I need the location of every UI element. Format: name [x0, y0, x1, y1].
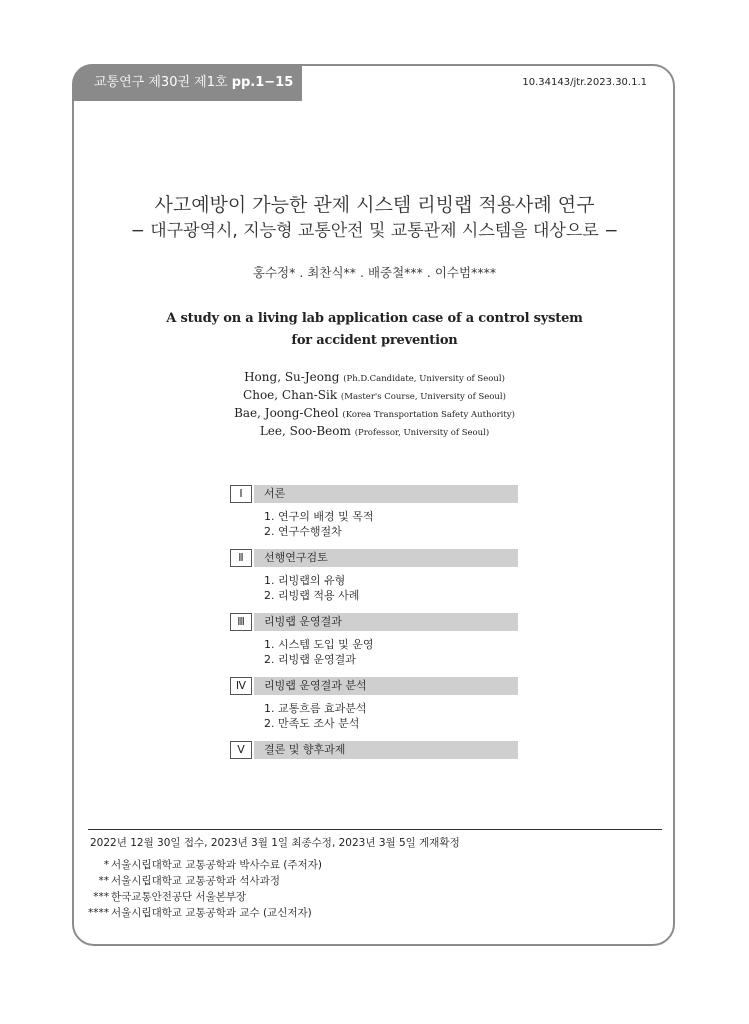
- toc-section-title: 선행연구검토: [264, 551, 328, 564]
- toc-subsection: 2. 만족도 조사 분석: [264, 717, 360, 730]
- toc-subsections: [264, 509, 518, 539]
- toc-subsection: 2. 리빙랩 운영결과: [264, 653, 356, 666]
- footnote-mark: ****: [88, 907, 109, 919]
- title-korean: 사고예방이 가능한 관제 시스템 리빙랩 적용사례 연구: [154, 194, 595, 216]
- toc-section: [230, 549, 518, 567]
- author-affiliation: (Master's Course, University of Seoul): [340, 392, 506, 402]
- title-english-line2: for accident prevention: [291, 333, 458, 348]
- toc-section-bar: [254, 485, 518, 503]
- page-range: pp.1−15: [231, 75, 294, 90]
- submission-dates: 2022년 12월 30일 접수, 2023년 3월 1일 최종수정, 2023년 3월 5일 게재확정: [90, 837, 460, 849]
- toc-subsections: [264, 637, 518, 667]
- toc-subsection: 2. 리빙랩 적용 사례: [264, 589, 360, 602]
- author-footnotes: [88, 857, 322, 921]
- footnote-mark: **: [98, 875, 109, 887]
- footnote-mark: ***: [93, 891, 109, 903]
- footnote: [88, 873, 322, 889]
- footnote-text: 서울시립대학교 교통공학과 교수 (교신저자): [111, 907, 312, 919]
- toc-subsection: 2. 연구수행절차: [264, 525, 342, 538]
- authors-korean: 홍수정* . 최찬식** . 배중철*** . 이수범****: [252, 265, 497, 280]
- journal-header: [72, 64, 302, 101]
- author-line: [0, 404, 749, 422]
- toc-section: [230, 485, 518, 503]
- toc-section-number: Ⅳ: [230, 677, 252, 695]
- author-name: Hong, Su-Jeong: [244, 370, 340, 384]
- toc-section-title: 리빙랩 운영결과: [264, 615, 342, 628]
- toc-subsection: 1. 연구의 배경 및 목적: [264, 510, 374, 523]
- footnote-text: 서울시립대학교 교통공학과 박사수료 (주저자): [111, 859, 322, 871]
- toc-section-number: Ⅲ: [230, 613, 252, 631]
- footnote-divider: [88, 829, 662, 830]
- author-line: [0, 386, 749, 404]
- toc-section-number: Ⅱ: [230, 549, 252, 567]
- author-name: Choe, Chan-Sik: [243, 388, 338, 402]
- doi: 10.34143/jtr.2023.30.1.1: [522, 77, 647, 88]
- author-name: Lee, Soo-Beom: [259, 424, 351, 438]
- footnote-text: 한국교통안전공단 서울본부장: [111, 891, 247, 903]
- toc-subsection: 1. 리빙랩의 유형: [264, 574, 346, 587]
- toc-section-title: 리빙랩 운영결과 분석: [264, 679, 367, 692]
- footnote: [88, 889, 322, 905]
- subtitle-korean: − 대구광역시, 지능형 교통안전 및 교통관제 시스템을 대상으로 −: [130, 221, 619, 241]
- author-affiliation: (Professor, University of Seoul): [354, 428, 490, 438]
- toc-section: [230, 741, 518, 759]
- toc-subsections: [264, 573, 518, 603]
- authors-english: [0, 368, 749, 440]
- toc-subsection: 1. 시스템 도입 및 운영: [264, 638, 374, 651]
- table-of-contents: [230, 485, 518, 765]
- toc-subsection: 1. 교통흐름 효과분석: [264, 702, 367, 715]
- author-line: [0, 368, 749, 386]
- footnote: [88, 857, 322, 873]
- toc-section-title: 결론 및 향후과제: [264, 743, 346, 756]
- footnote-text: 서울시립대학교 교통공학과 석사과정: [111, 875, 280, 887]
- journal-name: 교통연구 제30권 제1호: [94, 75, 232, 90]
- footnote: [88, 905, 322, 921]
- author-name: Bae, Joong-Cheol: [234, 406, 339, 420]
- toc-subsections: [264, 701, 518, 731]
- toc-section-number: Ⅰ: [230, 485, 252, 503]
- author-line: [0, 422, 749, 440]
- author-affiliation: (Ph.D.Candidate, University of Seoul): [343, 374, 505, 384]
- title-english-line1: A study on a living lab application case of a control system: [166, 311, 583, 326]
- toc-section: [230, 677, 518, 695]
- toc-section-title: 서론: [264, 487, 286, 500]
- footnote-mark: *: [103, 859, 109, 871]
- toc-section: [230, 613, 518, 631]
- author-affiliation: (Korea Transportation Safety Authority): [342, 410, 515, 420]
- toc-section-number: Ⅴ: [230, 741, 252, 759]
